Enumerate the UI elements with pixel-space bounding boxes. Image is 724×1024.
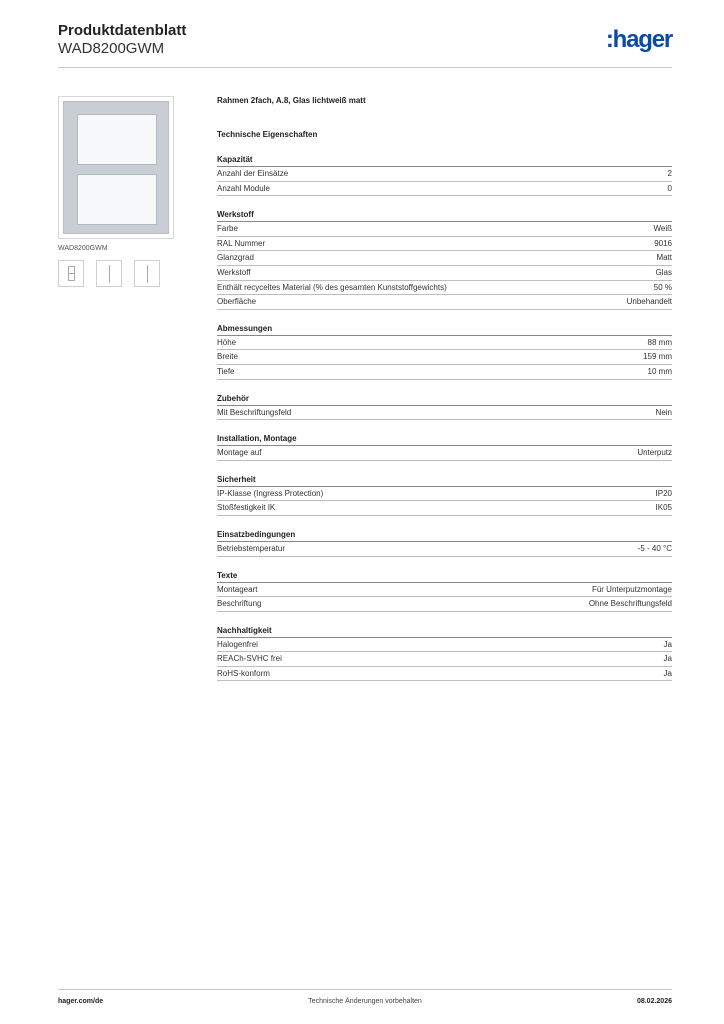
property-label: Werkstoff xyxy=(217,267,251,277)
property-value: Ja xyxy=(663,668,672,678)
property-row xyxy=(217,583,672,598)
property-row xyxy=(217,350,672,365)
thumbnail-side-view[interactable] xyxy=(96,260,122,287)
property-label: Montageart xyxy=(217,584,258,594)
property-value: 10 mm xyxy=(647,366,672,376)
property-row xyxy=(217,487,672,502)
property-value: IK05 xyxy=(655,503,672,513)
footer-date: 08.02.2026 xyxy=(636,998,672,1005)
property-section xyxy=(217,154,672,209)
property-row xyxy=(217,638,672,653)
property-label: Enthält recyceltes Material (% des gesamten Kunststoffgewichts) xyxy=(217,282,447,292)
section-title: Installation, Montage xyxy=(217,433,672,446)
property-row xyxy=(217,251,672,266)
thumbnail-side-view-2[interactable] xyxy=(134,260,160,287)
property-row xyxy=(217,237,672,252)
product-image xyxy=(58,96,174,239)
front-view-icon xyxy=(68,266,75,281)
property-label: Tiefe xyxy=(217,366,235,376)
property-row xyxy=(217,281,672,296)
property-value: Ja xyxy=(663,639,672,649)
property-row xyxy=(217,365,672,380)
property-row xyxy=(217,266,672,281)
frame-opening-bottom xyxy=(77,174,157,225)
section-title: Nachhaltigkeit xyxy=(217,625,672,638)
property-row xyxy=(217,295,672,310)
property-label: REACh-SVHC frei xyxy=(217,654,282,664)
property-label: Oberfläche xyxy=(217,297,257,307)
frame-illustration xyxy=(63,101,169,234)
property-label: Montage auf xyxy=(217,448,262,458)
property-label: Stoßfestigkeit IK xyxy=(217,503,276,513)
property-row xyxy=(217,542,672,557)
section-spacer xyxy=(217,612,672,625)
thumbnail-front-view[interactable] xyxy=(58,260,84,287)
logo-text: hager xyxy=(612,26,672,53)
property-label: Höhe xyxy=(217,337,237,347)
property-label: Anzahl der Einsätze xyxy=(217,169,289,178)
property-label: Beschriftung xyxy=(217,599,262,609)
property-row xyxy=(217,446,672,461)
section-title: Werkstoff xyxy=(217,209,672,222)
property-value: Matt xyxy=(656,253,672,263)
section-title: Texte xyxy=(217,570,672,583)
section-spacer xyxy=(217,196,672,209)
property-value: Weiß xyxy=(653,224,672,234)
property-label: Betriebstemperatur xyxy=(217,543,286,553)
property-row xyxy=(217,652,672,667)
property-label: Mit Beschriftungsfeld xyxy=(217,407,292,417)
page-header xyxy=(58,22,672,68)
property-value: 9016 xyxy=(654,238,672,248)
property-row xyxy=(217,182,672,197)
image-caption: WAD8200GWM xyxy=(58,245,108,252)
property-label: RAL Nummer xyxy=(217,238,266,248)
property-section xyxy=(217,529,672,570)
property-value: Glas xyxy=(655,267,672,277)
property-row xyxy=(217,336,672,351)
frame-opening-top xyxy=(77,114,157,165)
property-row xyxy=(217,667,672,682)
property-section xyxy=(217,393,672,434)
header-divider xyxy=(58,67,672,68)
property-row xyxy=(217,167,672,182)
section-spacer xyxy=(217,461,672,474)
property-label: Breite xyxy=(217,352,238,362)
page-footer xyxy=(58,998,672,1010)
properties-sections xyxy=(217,154,672,694)
property-row xyxy=(217,406,672,421)
property-value: 159 mm xyxy=(643,352,672,362)
hager-logo: :hager xyxy=(605,26,672,53)
property-value: IP20 xyxy=(655,488,672,498)
property-value: 0 xyxy=(667,183,672,193)
property-section xyxy=(217,474,672,529)
product-description: Rahmen 2fach, A.8, Glas lichtweiß matt xyxy=(217,96,366,105)
section-spacer xyxy=(217,420,672,433)
property-label: Farbe xyxy=(217,224,238,234)
property-section xyxy=(217,625,672,695)
property-value: 2 xyxy=(667,169,672,178)
section-spacer xyxy=(217,557,672,570)
property-value: Unbehandelt xyxy=(626,297,672,307)
section-title: Abmessungen xyxy=(217,323,672,336)
property-value: 50 % xyxy=(653,282,672,292)
footer-disclaimer: Technische Änderungen vorbehalten xyxy=(308,998,422,1005)
product-media xyxy=(58,96,208,287)
property-value: Ohne Beschriftungsfeld xyxy=(588,599,672,609)
section-spacer xyxy=(217,310,672,323)
section-spacer xyxy=(217,380,672,393)
property-value: Unterputz xyxy=(637,448,672,458)
section-title: Einsatzbedingungen xyxy=(217,529,672,542)
section-spacer xyxy=(217,516,672,529)
property-value: Für Unterputzmontage xyxy=(591,584,672,594)
technical-properties-title: Technische Eigenschaften xyxy=(217,130,318,139)
property-label: Glanzgrad xyxy=(217,253,254,263)
property-section xyxy=(217,433,672,474)
property-row xyxy=(217,222,672,237)
side-view-icon xyxy=(147,265,148,283)
section-title: Kapazität xyxy=(217,154,672,167)
property-value: 88 mm xyxy=(647,337,672,347)
property-label: Halogenfrei xyxy=(217,639,258,649)
property-label: IP-Klasse (Ingress Protection) xyxy=(217,488,324,498)
property-label: RoHS-konform xyxy=(217,668,270,678)
property-row xyxy=(217,597,672,612)
thumbnail-strip xyxy=(58,260,208,287)
section-spacer xyxy=(217,681,672,694)
property-section xyxy=(217,209,672,323)
property-value: -5 - 40 °C xyxy=(637,543,672,553)
section-title: Zubehör xyxy=(217,393,672,406)
footer-website[interactable]: hager.com/de xyxy=(58,998,104,1005)
property-row xyxy=(217,501,672,516)
property-value: Ja xyxy=(663,654,672,664)
property-value: Nein xyxy=(655,407,672,417)
footer-divider xyxy=(58,989,672,990)
product-code: WAD8200GWM xyxy=(58,40,165,57)
property-section xyxy=(217,323,672,393)
document-title: Produktdatenblatt xyxy=(58,22,187,39)
product-details xyxy=(217,96,672,694)
property-section xyxy=(217,570,672,625)
property-label: Anzahl Module xyxy=(217,183,270,193)
side-view-icon xyxy=(109,265,110,283)
section-title: Sicherheit xyxy=(217,474,672,487)
